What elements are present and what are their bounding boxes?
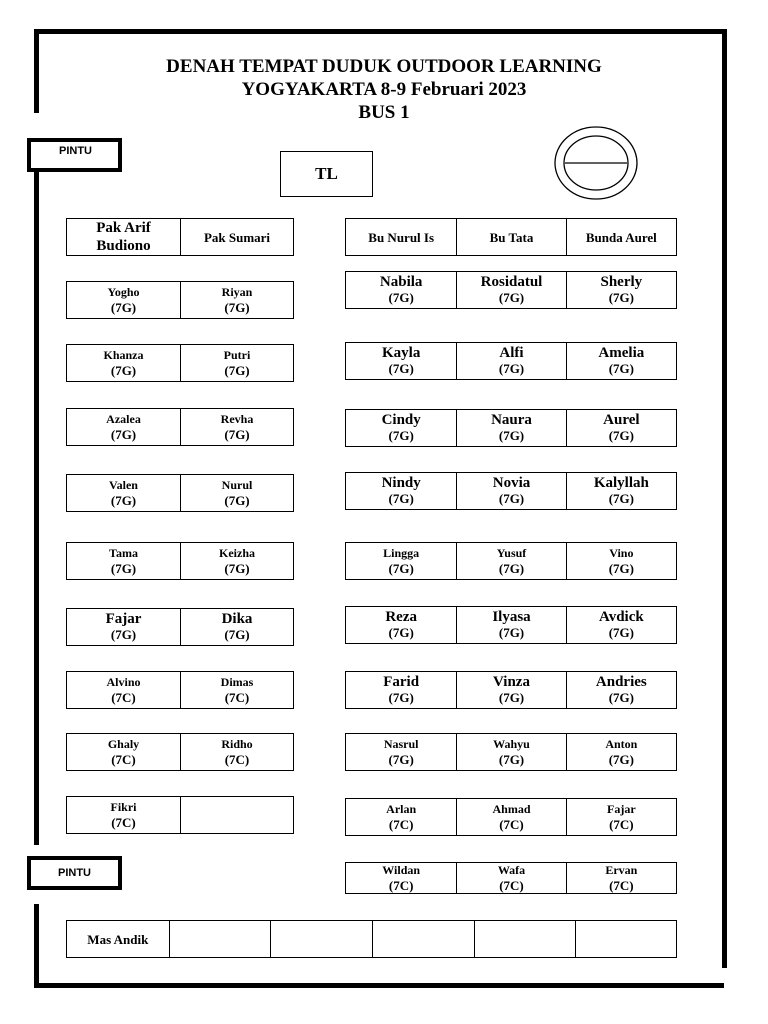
back-seat [169, 921, 271, 957]
seat-row [66, 408, 294, 446]
student-class: (7G) [388, 690, 414, 705]
teacher-name: Bu Tata [489, 229, 534, 245]
teacher-row-left [66, 218, 294, 256]
student-seat [566, 799, 676, 835]
seat-row [66, 608, 294, 646]
student-seat [180, 609, 293, 645]
rear-door-label: PINTU [58, 867, 91, 879]
student-name: Kayla [381, 345, 421, 361]
title-line-1: DENAH TEMPAT DUDUK OUTDOOR LEARNING [166, 56, 602, 77]
student-class: (7G) [110, 300, 137, 315]
student-seat [456, 734, 565, 770]
student-name: Ghaly [107, 737, 140, 751]
student-class: (7G) [388, 752, 414, 767]
student-class: (7G) [110, 427, 137, 442]
student-class: (7C) [609, 817, 634, 832]
student-seat [346, 343, 456, 379]
student-seat [566, 607, 676, 643]
teacher-seat [346, 219, 456, 255]
student-class: (7G) [388, 625, 414, 640]
seat-row [66, 474, 294, 512]
student-class: (7G) [608, 561, 634, 576]
student-name: Azalea [106, 412, 141, 426]
student-class: (7G) [388, 290, 414, 305]
student-name: Farid [383, 674, 420, 690]
student-name: Nabila [379, 274, 423, 290]
student-name: Reza [385, 609, 417, 625]
back-seat [270, 921, 372, 957]
seat-row [66, 796, 294, 834]
seat-row [66, 733, 294, 771]
student-name: Naura [491, 412, 532, 428]
student-seat [67, 672, 180, 708]
student-class: (7G) [388, 428, 414, 443]
student-seat [566, 410, 676, 446]
student-name: Kalyllah [593, 475, 649, 491]
student-name: Yogho [107, 285, 140, 299]
seat-row [66, 281, 294, 319]
tour-leader-seat [280, 151, 373, 197]
bus-outline-right [722, 29, 727, 968]
tour-leader-label: TL [315, 164, 338, 183]
student-seat [346, 543, 456, 579]
student-seat [456, 343, 565, 379]
student-seat [180, 409, 293, 445]
student-name: Riyan [221, 285, 253, 299]
student-name: Wahyu [493, 737, 530, 751]
student-class: (7G) [498, 561, 525, 576]
seat-row [345, 472, 677, 510]
student-seat [346, 272, 456, 308]
seat-row [345, 733, 677, 771]
student-seat [456, 863, 565, 893]
student-class: (7G) [498, 361, 525, 376]
student-seat [67, 282, 180, 318]
student-class: (7G) [498, 290, 525, 305]
student-class: (7G) [224, 627, 250, 642]
student-class: (7G) [608, 625, 634, 640]
student-seat [67, 609, 180, 645]
student-seat [180, 672, 293, 708]
back-seat [372, 921, 474, 957]
student-class: (7G) [224, 427, 250, 442]
student-seat [67, 409, 180, 445]
student-seat [346, 410, 456, 446]
student-seat [456, 272, 565, 308]
student-class: (7G) [388, 491, 414, 506]
seat-row [345, 342, 677, 380]
seat-row [345, 271, 677, 309]
student-seat [566, 473, 676, 509]
student-name: Aurel [603, 412, 640, 428]
student-seat [346, 734, 456, 770]
bus-outline-top [34, 29, 727, 34]
student-name: Rosidatul [480, 274, 543, 290]
student-seat [180, 282, 293, 318]
student-name: Ridho [221, 737, 253, 751]
front-door-label: PINTU [59, 145, 92, 157]
student-seat [456, 473, 565, 509]
teacher-seat [180, 219, 293, 255]
teacher-seat [456, 219, 565, 255]
student-class: (7G) [608, 361, 634, 376]
student-seat [180, 475, 293, 511]
student-class: (7G) [608, 690, 634, 705]
seat-row [345, 606, 677, 644]
student-class: (7C) [499, 817, 524, 832]
student-class: (7C) [224, 752, 250, 767]
teacher-name: Pak Sumari [203, 229, 271, 245]
student-name: Fikri [110, 800, 137, 814]
seat-row [345, 409, 677, 447]
student-class: (7G) [608, 428, 634, 443]
student-seat [566, 863, 676, 893]
student-seat [566, 343, 676, 379]
student-name: Fajar [607, 802, 636, 816]
student-class: (7G) [498, 428, 525, 443]
student-seat [456, 672, 565, 708]
student-class: (7G) [224, 561, 250, 576]
student-name: Dika [221, 611, 253, 627]
student-name: Fajar [105, 611, 142, 627]
student-name: Alvino [106, 675, 141, 689]
student-name: Sherly [600, 274, 643, 290]
student-name: Revha [220, 412, 254, 426]
bus-outline-left-middle [34, 170, 39, 845]
student-name: Lingga [383, 546, 420, 560]
student-name: Arlan [386, 802, 417, 816]
student-class: (7G) [608, 752, 634, 767]
seat-row [345, 542, 677, 580]
student-class: (7G) [388, 361, 414, 376]
student-seat [180, 543, 293, 579]
title-line-3: BUS 1 [358, 102, 410, 123]
student-class: (7C) [111, 815, 136, 830]
student-name: Andries [595, 674, 647, 690]
student-seat [346, 863, 456, 893]
student-seat [566, 734, 676, 770]
student-seat [566, 543, 676, 579]
student-class: (7G) [110, 561, 137, 576]
student-seat [67, 543, 180, 579]
seat-row [66, 542, 294, 580]
student-seat [67, 345, 180, 381]
student-name: Wildan [382, 863, 421, 877]
back-seat-name: Mas Andik [87, 931, 149, 947]
student-seat [180, 797, 293, 833]
teacher-name: Pak Arif Budiono [96, 220, 151, 254]
seat-row [66, 344, 294, 382]
student-class: (7G) [608, 290, 634, 305]
student-class: (7G) [388, 561, 414, 576]
student-name: Putri [223, 348, 251, 362]
student-class: (7C) [388, 817, 414, 832]
student-name: Ilyasa [492, 609, 531, 625]
bus-outline-left-lower [34, 904, 39, 988]
teacher-name: Bu Nurul Is [368, 229, 435, 245]
rear-door [27, 856, 122, 890]
student-seat [346, 473, 456, 509]
student-name: Keizha [219, 546, 255, 560]
student-name: Khanza [103, 348, 144, 362]
bus-outline-bottom [34, 983, 724, 988]
student-class: (7C) [224, 690, 250, 705]
back-seat [474, 921, 576, 957]
student-seat [67, 797, 180, 833]
student-seat [456, 543, 565, 579]
student-class: (7C) [499, 878, 524, 893]
back-row [66, 920, 677, 958]
student-name: Anton [605, 737, 638, 751]
student-seat [346, 607, 456, 643]
student-name: Alfi [499, 345, 524, 361]
student-name: Amelia [598, 345, 645, 361]
student-class: (7G) [110, 363, 137, 378]
back-seat [67, 921, 169, 957]
student-class: (7G) [224, 300, 250, 315]
student-seat [180, 345, 293, 381]
student-seat [346, 672, 456, 708]
student-class: (7G) [608, 491, 634, 506]
student-class: (7G) [110, 493, 137, 508]
student-name: Ahmad [492, 802, 531, 816]
teacher-row-right [345, 218, 677, 256]
teacher-seat [67, 219, 180, 255]
student-name: Novia [492, 475, 531, 491]
student-seat [180, 734, 293, 770]
student-class: (7G) [224, 363, 250, 378]
steering-wheel-icon [554, 126, 638, 200]
student-seat [566, 672, 676, 708]
student-name: Ervan [605, 863, 638, 877]
student-name: Tama [109, 546, 138, 560]
teacher-seat [566, 219, 676, 255]
student-name: Vinza [493, 674, 530, 690]
student-name: Nasrul [383, 737, 419, 751]
front-door [27, 138, 122, 172]
seat-row [345, 671, 677, 709]
student-class: (7C) [609, 878, 634, 893]
student-seat [456, 607, 565, 643]
student-seat [566, 272, 676, 308]
student-seat [456, 410, 565, 446]
student-seat [456, 799, 565, 835]
student-name: Valen [109, 478, 138, 492]
student-name: Nindy [381, 475, 421, 491]
student-seat [346, 799, 456, 835]
student-name: Nurul [221, 478, 253, 492]
student-name: Yusuf [496, 546, 527, 560]
student-seat [67, 734, 180, 770]
teacher-name: Bunda Aurel [585, 229, 657, 245]
student-class: (7G) [498, 752, 525, 767]
student-class: (7G) [224, 493, 250, 508]
student-name: Avdick [598, 609, 644, 625]
student-name: Dimas [220, 675, 254, 689]
back-seat [575, 921, 676, 957]
student-name: Cindy [381, 412, 421, 428]
seat-row [66, 671, 294, 709]
seat-row [345, 862, 677, 894]
title-line-2: YOGYAKARTA 8-9 Februari 2023 [241, 79, 527, 100]
student-class: (7G) [110, 627, 137, 642]
student-class: (7C) [111, 752, 136, 767]
student-class: (7G) [498, 625, 525, 640]
student-class: (7C) [388, 878, 414, 893]
student-class: (7C) [111, 690, 136, 705]
seat-row [345, 798, 677, 836]
student-class: (7G) [498, 690, 525, 705]
student-seat [67, 475, 180, 511]
student-name: Wafa [497, 863, 526, 877]
student-name: Vino [609, 546, 634, 560]
student-class: (7G) [498, 491, 525, 506]
